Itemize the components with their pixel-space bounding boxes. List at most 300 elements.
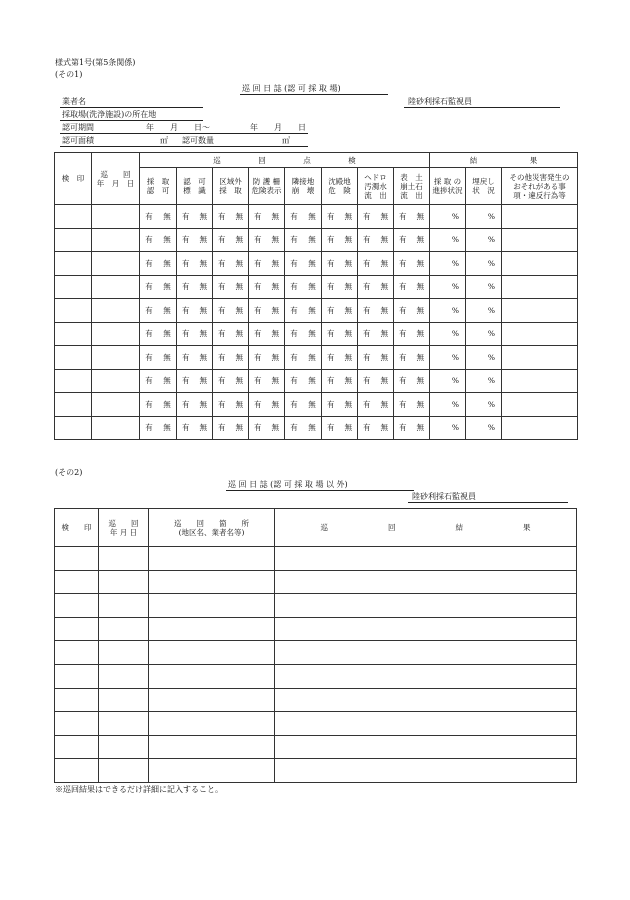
yes-option[interactable]: 有 bbox=[327, 211, 335, 221]
no-option[interactable]: 無 bbox=[380, 211, 388, 221]
yes-no-cell[interactable] bbox=[213, 299, 249, 323]
yes-option[interactable]: 有 bbox=[182, 211, 190, 221]
no-option[interactable]: 無 bbox=[416, 258, 424, 268]
yes-no-cell[interactable] bbox=[249, 205, 285, 229]
percent-cell[interactable] bbox=[466, 416, 502, 440]
yes-no-cell[interactable] bbox=[322, 275, 358, 299]
yes-option[interactable]: 有 bbox=[218, 423, 226, 433]
yes-option[interactable]: 有 bbox=[254, 282, 262, 292]
no-option[interactable]: 無 bbox=[163, 282, 171, 292]
yes-option[interactable]: 有 bbox=[327, 399, 335, 409]
no-option[interactable]: 無 bbox=[416, 329, 424, 339]
yes-no-cell[interactable] bbox=[358, 205, 394, 229]
no-option[interactable]: 無 bbox=[271, 352, 279, 362]
place-cell[interactable] bbox=[149, 594, 275, 618]
result-cell[interactable] bbox=[275, 712, 577, 736]
yes-option[interactable]: 有 bbox=[145, 399, 153, 409]
seal-cell[interactable] bbox=[55, 252, 92, 276]
yes-no-cell[interactable] bbox=[394, 228, 430, 252]
yes-no-cell[interactable] bbox=[358, 416, 394, 440]
yes-option[interactable]: 有 bbox=[145, 329, 153, 339]
yes-no-cell[interactable] bbox=[140, 369, 177, 393]
yes-no-cell[interactable] bbox=[140, 205, 177, 229]
yes-option[interactable]: 有 bbox=[290, 258, 298, 268]
yes-option[interactable]: 有 bbox=[399, 258, 407, 268]
no-option[interactable]: 無 bbox=[308, 352, 316, 362]
no-option[interactable]: 無 bbox=[163, 376, 171, 386]
yes-option[interactable]: 有 bbox=[182, 352, 190, 362]
no-option[interactable]: 無 bbox=[308, 235, 316, 245]
yes-option[interactable]: 有 bbox=[182, 329, 190, 339]
percent-cell[interactable] bbox=[466, 346, 502, 370]
no-option[interactable]: 無 bbox=[416, 352, 424, 362]
percent-cell[interactable] bbox=[430, 322, 466, 346]
percent-cell[interactable] bbox=[466, 393, 502, 417]
yes-option[interactable]: 有 bbox=[290, 211, 298, 221]
no-option[interactable]: 無 bbox=[308, 282, 316, 292]
yes-option[interactable]: 有 bbox=[363, 399, 371, 409]
yes-no-cell[interactable] bbox=[213, 346, 249, 370]
percent-cell[interactable] bbox=[430, 393, 466, 417]
seal-cell[interactable] bbox=[55, 547, 99, 571]
result-cell[interactable] bbox=[275, 617, 577, 641]
yes-no-cell[interactable] bbox=[358, 275, 394, 299]
no-option[interactable]: 無 bbox=[380, 352, 388, 362]
yes-option[interactable]: 有 bbox=[254, 235, 262, 245]
yes-no-cell[interactable] bbox=[285, 275, 322, 299]
yes-no-cell[interactable] bbox=[322, 393, 358, 417]
yes-option[interactable]: 有 bbox=[182, 305, 190, 315]
yes-option[interactable]: 有 bbox=[399, 211, 407, 221]
place-cell[interactable] bbox=[149, 617, 275, 641]
date-cell[interactable] bbox=[92, 299, 140, 323]
remarks-cell[interactable] bbox=[502, 393, 578, 417]
no-option[interactable]: 無 bbox=[416, 211, 424, 221]
no-option[interactable]: 無 bbox=[163, 399, 171, 409]
yes-no-cell[interactable] bbox=[285, 205, 322, 229]
no-option[interactable]: 無 bbox=[308, 423, 316, 433]
no-option[interactable]: 無 bbox=[163, 258, 171, 268]
percent-cell[interactable] bbox=[430, 275, 466, 299]
yes-no-cell[interactable] bbox=[249, 228, 285, 252]
percent-cell[interactable] bbox=[466, 275, 502, 299]
no-option[interactable]: 無 bbox=[199, 329, 207, 339]
no-option[interactable]: 無 bbox=[416, 423, 424, 433]
yes-no-cell[interactable] bbox=[394, 205, 430, 229]
no-option[interactable]: 無 bbox=[344, 376, 352, 386]
no-option[interactable]: 無 bbox=[308, 399, 316, 409]
no-option[interactable]: 無 bbox=[199, 376, 207, 386]
percent-cell[interactable] bbox=[466, 252, 502, 276]
yes-no-cell[interactable] bbox=[322, 416, 358, 440]
yes-no-cell[interactable] bbox=[177, 252, 213, 276]
yes-option[interactable]: 有 bbox=[290, 282, 298, 292]
yes-no-cell[interactable] bbox=[177, 416, 213, 440]
yes-no-cell[interactable] bbox=[394, 346, 430, 370]
yes-option[interactable]: 有 bbox=[399, 376, 407, 386]
place-cell[interactable] bbox=[149, 712, 275, 736]
percent-cell[interactable] bbox=[466, 205, 502, 229]
yes-option[interactable]: 有 bbox=[145, 235, 153, 245]
seal-cell[interactable] bbox=[55, 735, 99, 759]
no-option[interactable]: 無 bbox=[271, 282, 279, 292]
no-option[interactable]: 無 bbox=[163, 329, 171, 339]
no-option[interactable]: 無 bbox=[308, 305, 316, 315]
yes-option[interactable]: 有 bbox=[182, 423, 190, 433]
yes-no-cell[interactable] bbox=[285, 252, 322, 276]
yes-option[interactable]: 有 bbox=[145, 423, 153, 433]
yes-no-cell[interactable] bbox=[140, 322, 177, 346]
no-option[interactable]: 無 bbox=[308, 329, 316, 339]
no-option[interactable]: 無 bbox=[380, 376, 388, 386]
yes-no-cell[interactable] bbox=[213, 322, 249, 346]
yes-no-cell[interactable] bbox=[285, 416, 322, 440]
no-option[interactable]: 無 bbox=[271, 211, 279, 221]
date-cell[interactable] bbox=[92, 275, 140, 299]
yes-option[interactable]: 有 bbox=[290, 352, 298, 362]
yes-option[interactable]: 有 bbox=[218, 211, 226, 221]
yes-no-cell[interactable] bbox=[358, 346, 394, 370]
seal-cell[interactable] bbox=[55, 759, 99, 783]
no-option[interactable]: 無 bbox=[380, 329, 388, 339]
yes-option[interactable]: 有 bbox=[363, 211, 371, 221]
no-option[interactable]: 無 bbox=[235, 352, 243, 362]
yes-no-cell[interactable] bbox=[177, 322, 213, 346]
date-cell[interactable] bbox=[99, 759, 149, 783]
yes-no-cell[interactable] bbox=[322, 322, 358, 346]
seal-cell[interactable] bbox=[55, 570, 99, 594]
no-option[interactable]: 無 bbox=[380, 305, 388, 315]
place-cell[interactable] bbox=[149, 547, 275, 571]
yes-no-cell[interactable] bbox=[140, 275, 177, 299]
place-cell[interactable] bbox=[149, 735, 275, 759]
no-option[interactable]: 無 bbox=[271, 399, 279, 409]
yes-no-cell[interactable] bbox=[213, 369, 249, 393]
remarks-cell[interactable] bbox=[502, 299, 578, 323]
yes-no-cell[interactable] bbox=[285, 369, 322, 393]
yes-option[interactable]: 有 bbox=[290, 305, 298, 315]
date-cell[interactable] bbox=[92, 416, 140, 440]
yes-option[interactable]: 有 bbox=[363, 376, 371, 386]
seal-cell[interactable] bbox=[55, 369, 92, 393]
yes-no-cell[interactable] bbox=[249, 416, 285, 440]
no-option[interactable]: 無 bbox=[163, 305, 171, 315]
seal-cell[interactable] bbox=[55, 299, 92, 323]
yes-no-cell[interactable] bbox=[322, 205, 358, 229]
yes-no-cell[interactable] bbox=[213, 252, 249, 276]
yes-no-cell[interactable] bbox=[140, 346, 177, 370]
yes-no-cell[interactable] bbox=[322, 369, 358, 393]
no-option[interactable]: 無 bbox=[344, 211, 352, 221]
date-cell[interactable] bbox=[92, 346, 140, 370]
yes-option[interactable]: 有 bbox=[327, 329, 335, 339]
result-cell[interactable] bbox=[275, 759, 577, 783]
seal-cell[interactable] bbox=[55, 641, 99, 665]
no-option[interactable]: 無 bbox=[199, 235, 207, 245]
no-option[interactable]: 無 bbox=[344, 282, 352, 292]
seal-cell[interactable] bbox=[55, 346, 92, 370]
yes-option[interactable]: 有 bbox=[399, 352, 407, 362]
yes-no-cell[interactable] bbox=[358, 252, 394, 276]
yes-option[interactable]: 有 bbox=[254, 376, 262, 386]
yes-option[interactable]: 有 bbox=[218, 282, 226, 292]
yes-no-cell[interactable] bbox=[177, 299, 213, 323]
yes-option[interactable]: 有 bbox=[254, 423, 262, 433]
yes-option[interactable]: 有 bbox=[218, 352, 226, 362]
yes-no-cell[interactable] bbox=[249, 369, 285, 393]
yes-option[interactable]: 有 bbox=[254, 399, 262, 409]
place-cell[interactable] bbox=[149, 664, 275, 688]
yes-no-cell[interactable] bbox=[177, 369, 213, 393]
no-option[interactable]: 無 bbox=[271, 423, 279, 433]
no-option[interactable]: 無 bbox=[308, 211, 316, 221]
yes-option[interactable]: 有 bbox=[145, 376, 153, 386]
yes-option[interactable]: 有 bbox=[399, 329, 407, 339]
no-option[interactable]: 無 bbox=[380, 235, 388, 245]
no-option[interactable]: 無 bbox=[416, 235, 424, 245]
no-option[interactable]: 無 bbox=[235, 399, 243, 409]
yes-option[interactable]: 有 bbox=[182, 235, 190, 245]
no-option[interactable]: 無 bbox=[235, 423, 243, 433]
date-cell[interactable] bbox=[92, 205, 140, 229]
no-option[interactable]: 無 bbox=[163, 352, 171, 362]
no-option[interactable]: 無 bbox=[416, 282, 424, 292]
no-option[interactable]: 無 bbox=[199, 399, 207, 409]
yes-no-cell[interactable] bbox=[285, 322, 322, 346]
no-option[interactable]: 無 bbox=[380, 258, 388, 268]
result-cell[interactable] bbox=[275, 594, 577, 618]
yes-option[interactable]: 有 bbox=[254, 305, 262, 315]
date-cell[interactable] bbox=[99, 735, 149, 759]
yes-no-cell[interactable] bbox=[249, 393, 285, 417]
date-cell[interactable] bbox=[99, 641, 149, 665]
yes-option[interactable]: 有 bbox=[399, 305, 407, 315]
date-cell[interactable] bbox=[92, 252, 140, 276]
seal-cell[interactable] bbox=[55, 416, 92, 440]
no-option[interactable]: 無 bbox=[235, 258, 243, 268]
no-option[interactable]: 無 bbox=[271, 305, 279, 315]
yes-no-cell[interactable] bbox=[358, 322, 394, 346]
no-option[interactable]: 無 bbox=[344, 258, 352, 268]
seal-cell[interactable] bbox=[55, 393, 92, 417]
yes-no-cell[interactable] bbox=[358, 228, 394, 252]
result-cell[interactable] bbox=[275, 735, 577, 759]
no-option[interactable]: 無 bbox=[344, 352, 352, 362]
yes-option[interactable]: 有 bbox=[254, 258, 262, 268]
yes-option[interactable]: 有 bbox=[218, 305, 226, 315]
yes-no-cell[interactable] bbox=[249, 252, 285, 276]
no-option[interactable]: 無 bbox=[380, 399, 388, 409]
date-cell[interactable] bbox=[99, 547, 149, 571]
yes-option[interactable]: 有 bbox=[290, 329, 298, 339]
no-option[interactable]: 無 bbox=[308, 258, 316, 268]
date-cell[interactable] bbox=[99, 594, 149, 618]
yes-no-cell[interactable] bbox=[394, 416, 430, 440]
seal-cell[interactable] bbox=[55, 594, 99, 618]
no-option[interactable]: 無 bbox=[199, 305, 207, 315]
no-option[interactable]: 無 bbox=[199, 282, 207, 292]
yes-option[interactable]: 有 bbox=[399, 235, 407, 245]
no-option[interactable]: 無 bbox=[199, 211, 207, 221]
yes-no-cell[interactable] bbox=[177, 393, 213, 417]
yes-option[interactable]: 有 bbox=[182, 376, 190, 386]
percent-cell[interactable] bbox=[430, 228, 466, 252]
yes-no-cell[interactable] bbox=[213, 205, 249, 229]
no-option[interactable]: 無 bbox=[235, 376, 243, 386]
date-cell[interactable] bbox=[92, 393, 140, 417]
no-option[interactable]: 無 bbox=[380, 282, 388, 292]
result-cell[interactable] bbox=[275, 688, 577, 712]
yes-no-cell[interactable] bbox=[213, 275, 249, 299]
yes-no-cell[interactable] bbox=[394, 252, 430, 276]
yes-option[interactable]: 有 bbox=[399, 423, 407, 433]
yes-no-cell[interactable] bbox=[249, 299, 285, 323]
seal-cell[interactable] bbox=[55, 617, 99, 641]
no-option[interactable]: 無 bbox=[163, 211, 171, 221]
no-option[interactable]: 無 bbox=[235, 211, 243, 221]
no-option[interactable]: 無 bbox=[344, 399, 352, 409]
yes-no-cell[interactable] bbox=[140, 416, 177, 440]
yes-no-cell[interactable] bbox=[322, 228, 358, 252]
place-cell[interactable] bbox=[149, 570, 275, 594]
yes-no-cell[interactable] bbox=[249, 346, 285, 370]
no-option[interactable]: 無 bbox=[416, 399, 424, 409]
yes-option[interactable]: 有 bbox=[182, 282, 190, 292]
yes-option[interactable]: 有 bbox=[327, 305, 335, 315]
percent-cell[interactable] bbox=[430, 252, 466, 276]
seal-cell[interactable] bbox=[55, 712, 99, 736]
remarks-cell[interactable] bbox=[502, 322, 578, 346]
yes-option[interactable]: 有 bbox=[218, 399, 226, 409]
percent-cell[interactable] bbox=[430, 346, 466, 370]
yes-option[interactable]: 有 bbox=[218, 376, 226, 386]
yes-no-cell[interactable] bbox=[177, 228, 213, 252]
yes-no-cell[interactable] bbox=[213, 416, 249, 440]
yes-no-cell[interactable] bbox=[213, 228, 249, 252]
yes-option[interactable]: 有 bbox=[327, 235, 335, 245]
remarks-cell[interactable] bbox=[502, 228, 578, 252]
date-cell[interactable] bbox=[99, 712, 149, 736]
no-option[interactable]: 無 bbox=[271, 258, 279, 268]
yes-option[interactable]: 有 bbox=[290, 399, 298, 409]
yes-option[interactable]: 有 bbox=[327, 282, 335, 292]
no-option[interactable]: 無 bbox=[380, 423, 388, 433]
no-option[interactable]: 無 bbox=[344, 329, 352, 339]
date-cell[interactable] bbox=[99, 570, 149, 594]
no-option[interactable]: 無 bbox=[235, 329, 243, 339]
yes-no-cell[interactable] bbox=[358, 299, 394, 323]
yes-no-cell[interactable] bbox=[394, 299, 430, 323]
remarks-cell[interactable] bbox=[502, 346, 578, 370]
yes-option[interactable]: 有 bbox=[327, 423, 335, 433]
yes-no-cell[interactable] bbox=[249, 275, 285, 299]
yes-option[interactable]: 有 bbox=[218, 235, 226, 245]
yes-option[interactable]: 有 bbox=[145, 352, 153, 362]
result-cell[interactable] bbox=[275, 641, 577, 665]
percent-cell[interactable] bbox=[466, 322, 502, 346]
no-option[interactable]: 無 bbox=[416, 305, 424, 315]
seal-cell[interactable] bbox=[55, 205, 92, 229]
yes-no-cell[interactable] bbox=[140, 299, 177, 323]
remarks-cell[interactable] bbox=[502, 275, 578, 299]
yes-option[interactable]: 有 bbox=[399, 399, 407, 409]
no-option[interactable]: 無 bbox=[416, 376, 424, 386]
date-cell[interactable] bbox=[92, 369, 140, 393]
yes-option[interactable]: 有 bbox=[145, 305, 153, 315]
no-option[interactable]: 無 bbox=[199, 258, 207, 268]
yes-option[interactable]: 有 bbox=[218, 329, 226, 339]
yes-no-cell[interactable] bbox=[322, 346, 358, 370]
date-cell[interactable] bbox=[92, 228, 140, 252]
no-option[interactable]: 無 bbox=[163, 423, 171, 433]
yes-no-cell[interactable] bbox=[322, 252, 358, 276]
percent-cell[interactable] bbox=[466, 299, 502, 323]
percent-cell[interactable] bbox=[430, 299, 466, 323]
no-option[interactable]: 無 bbox=[344, 305, 352, 315]
yes-option[interactable]: 有 bbox=[182, 258, 190, 268]
result-cell[interactable] bbox=[275, 547, 577, 571]
yes-no-cell[interactable] bbox=[285, 299, 322, 323]
yes-no-cell[interactable] bbox=[394, 369, 430, 393]
yes-option[interactable]: 有 bbox=[182, 399, 190, 409]
result-cell[interactable] bbox=[275, 664, 577, 688]
yes-option[interactable]: 有 bbox=[327, 258, 335, 268]
remarks-cell[interactable] bbox=[502, 416, 578, 440]
no-option[interactable]: 無 bbox=[344, 235, 352, 245]
no-option[interactable]: 無 bbox=[163, 235, 171, 245]
no-option[interactable]: 無 bbox=[271, 329, 279, 339]
yes-option[interactable]: 有 bbox=[363, 305, 371, 315]
yes-no-cell[interactable] bbox=[358, 393, 394, 417]
percent-cell[interactable] bbox=[466, 369, 502, 393]
place-cell[interactable] bbox=[149, 688, 275, 712]
yes-no-cell[interactable] bbox=[177, 346, 213, 370]
no-option[interactable]: 無 bbox=[308, 376, 316, 386]
yes-no-cell[interactable] bbox=[177, 275, 213, 299]
yes-no-cell[interactable] bbox=[213, 393, 249, 417]
remarks-cell[interactable] bbox=[502, 205, 578, 229]
yes-no-cell[interactable] bbox=[285, 228, 322, 252]
no-option[interactable]: 無 bbox=[271, 235, 279, 245]
percent-cell[interactable] bbox=[430, 369, 466, 393]
yes-option[interactable]: 有 bbox=[363, 258, 371, 268]
seal-cell[interactable] bbox=[55, 688, 99, 712]
yes-option[interactable]: 有 bbox=[290, 235, 298, 245]
yes-no-cell[interactable] bbox=[285, 346, 322, 370]
yes-option[interactable]: 有 bbox=[254, 352, 262, 362]
yes-option[interactable]: 有 bbox=[363, 329, 371, 339]
no-option[interactable]: 無 bbox=[235, 305, 243, 315]
yes-no-cell[interactable] bbox=[322, 299, 358, 323]
no-option[interactable]: 無 bbox=[199, 352, 207, 362]
place-cell[interactable] bbox=[149, 641, 275, 665]
yes-no-cell[interactable] bbox=[394, 393, 430, 417]
yes-option[interactable]: 有 bbox=[218, 258, 226, 268]
percent-cell[interactable] bbox=[466, 228, 502, 252]
seal-cell[interactable] bbox=[55, 664, 99, 688]
no-option[interactable]: 無 bbox=[344, 423, 352, 433]
yes-option[interactable]: 有 bbox=[363, 282, 371, 292]
yes-no-cell[interactable] bbox=[394, 275, 430, 299]
date-cell[interactable] bbox=[99, 688, 149, 712]
yes-option[interactable]: 有 bbox=[327, 376, 335, 386]
yes-option[interactable]: 有 bbox=[399, 282, 407, 292]
yes-option[interactable]: 有 bbox=[254, 329, 262, 339]
yes-no-cell[interactable] bbox=[140, 228, 177, 252]
date-cell[interactable] bbox=[92, 322, 140, 346]
date-cell[interactable] bbox=[99, 617, 149, 641]
yes-no-cell[interactable] bbox=[177, 205, 213, 229]
